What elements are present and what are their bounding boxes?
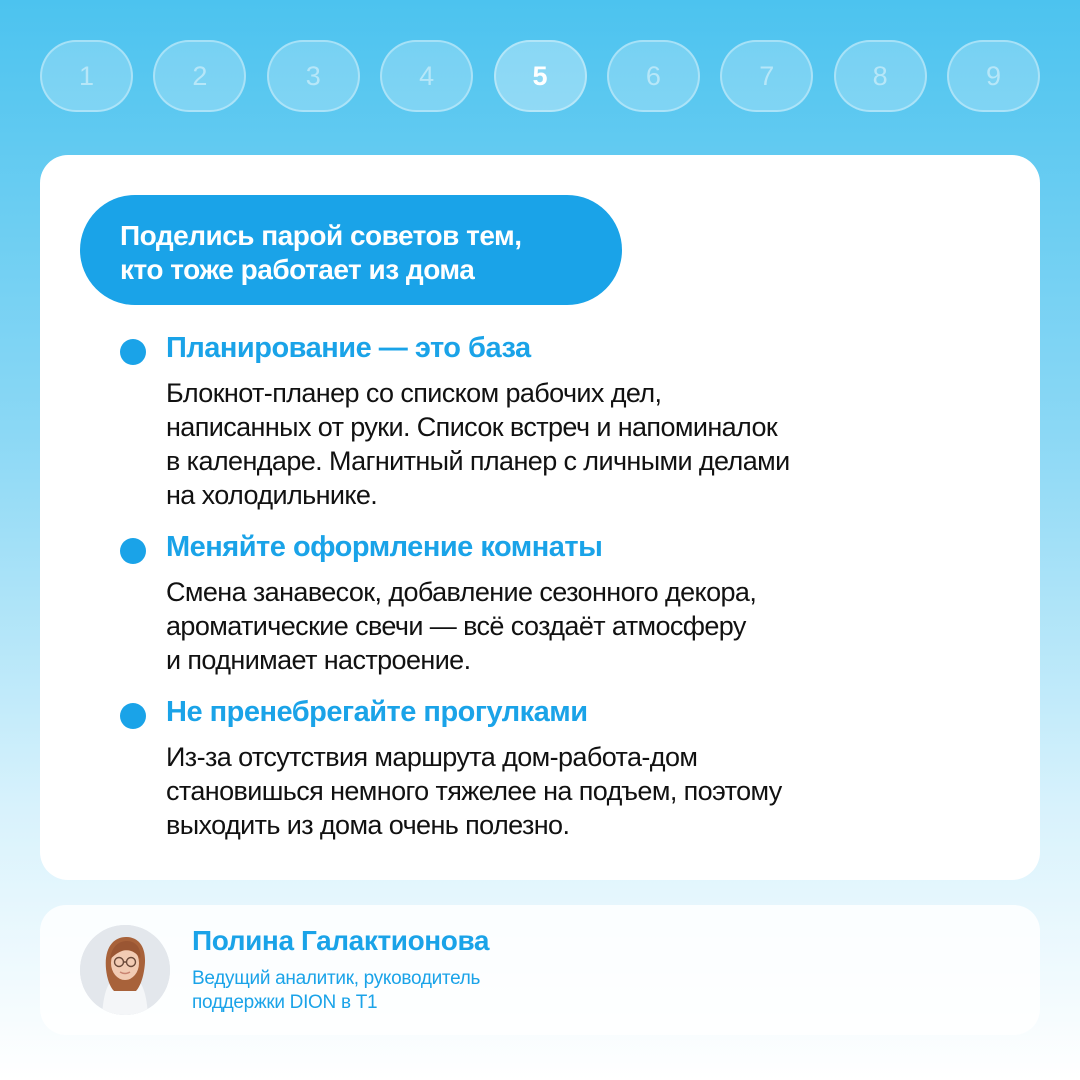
page-indicator-3[interactable]: 3 <box>267 40 360 112</box>
tip-line: и поднимает настроение. <box>166 645 471 675</box>
tip-heading: Не пренебрегайте прогулками <box>166 696 588 728</box>
bullet-dot-icon <box>120 538 146 564</box>
tip-line: ароматические свечи — всё создаёт атмосферу <box>166 611 746 641</box>
author-role-line: Ведущий аналитик, руководитель <box>192 968 481 989</box>
tip-line: Смена занавесок, добавление сезонного декора, <box>166 577 757 607</box>
tip-line: становишься немного тяжелее на подъем, поэтому <box>166 776 782 806</box>
card-title-line-1: Поделись парой советов тем, <box>120 220 522 251</box>
tip-body <box>166 740 782 842</box>
author-role-line: поддержки DION в Т1 <box>192 992 378 1013</box>
author-card <box>40 905 1040 1035</box>
tip-body <box>166 376 790 512</box>
pagination <box>40 40 1040 112</box>
tip-line: выходить из дома очень полезно. <box>166 810 570 840</box>
page-indicator-9[interactable]: 9 <box>947 40 1040 112</box>
author-name: Полина Галактионова <box>192 925 490 956</box>
page-indicator-6[interactable]: 6 <box>607 40 700 112</box>
tip-line: Из-за отсутствия маршрута дом-работа-дом <box>166 742 698 772</box>
tip-line: в календаре. Магнитный планер с личными делами <box>166 446 790 476</box>
avatar-portrait-icon <box>80 925 170 1015</box>
card-title <box>80 195 622 305</box>
page-indicator-1[interactable]: 1 <box>40 40 133 112</box>
page-indicator-2[interactable]: 2 <box>153 40 246 112</box>
tip-line: Блокнот-планер со списком рабочих дел, <box>166 378 662 408</box>
card-title-line-2: кто тоже работает из дома <box>120 254 475 285</box>
page-indicator-7[interactable]: 7 <box>720 40 813 112</box>
page-indicator-8[interactable]: 8 <box>834 40 927 112</box>
tip-heading: Планирование — это база <box>166 332 531 364</box>
tip-line: написанных от руки. Список встреч и напоминалок <box>166 412 778 442</box>
bullet-dot-icon <box>120 703 146 729</box>
tips-card <box>40 155 1040 880</box>
page-indicator-4[interactable]: 4 <box>380 40 473 112</box>
bullet-dot-icon <box>120 339 146 365</box>
tip-body <box>166 575 756 677</box>
author-role <box>192 967 480 1015</box>
avatar <box>80 925 170 1015</box>
tip-line: на холодильнике. <box>166 480 378 510</box>
page-indicator-5-current[interactable]: 5 <box>494 40 587 112</box>
tip-heading: Меняйте оформление комнаты <box>166 531 603 563</box>
